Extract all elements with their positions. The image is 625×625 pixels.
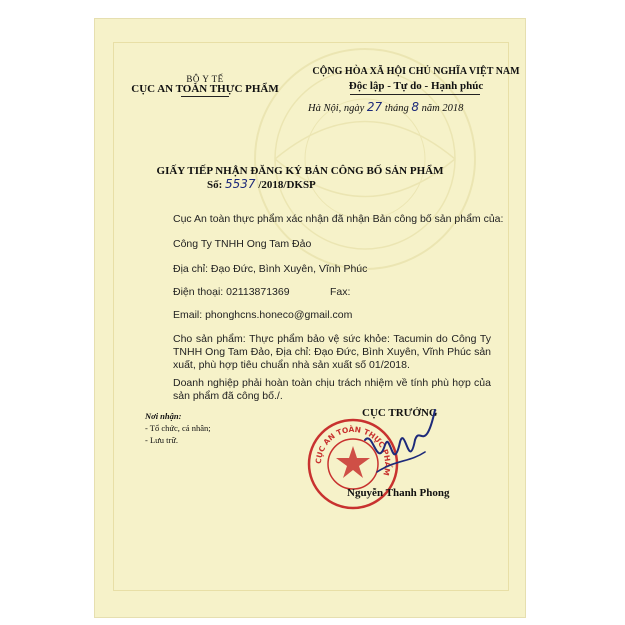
stamp-text: CỤC AN TOÀN THỰC PHẨM (313, 424, 393, 477)
recipient-item: - Tổ chức, cá nhân; (145, 423, 211, 433)
ministry-name: BỘ Y TẾ (186, 74, 224, 84)
company-email: Email: phonghcns.honeco@gmail.com (173, 309, 353, 321)
date-month: 8 (411, 100, 420, 114)
recipients-label: Nơi nhận: (145, 411, 182, 421)
date-place: Hà Nội, ngày (308, 103, 365, 114)
document-number (207, 177, 316, 191)
number-value: 5537 (225, 177, 256, 191)
document-title: GIẤY TIẾP NHẬN ĐĂNG KÝ BẢN CÔNG BỐ SẢN PHẨM (156, 165, 444, 177)
date-month-label: tháng (384, 103, 409, 114)
national-motto: Độc lập - Tự do - Hạnh phúc (348, 80, 484, 92)
company-address: Địa chỉ: Đạo Đức, Bình Xuyên, Vĩnh Phúc (173, 263, 368, 275)
republic-name: CỘNG HÒA XÃ HỘI CHỦ NGHĨA VIỆT NAM (312, 66, 520, 77)
header-right-divider (350, 94, 480, 95)
department-name: CỤC AN TOÀN THỰC PHẨM (131, 83, 279, 95)
signer-title: CỤC TRƯỞNG (362, 407, 438, 419)
header-left-divider (181, 96, 229, 97)
recipient-item: - Lưu trữ. (145, 435, 179, 445)
company-phone: Điện thoại: 02113871369 (173, 286, 290, 298)
signer-name: Nguyễn Thanh Phong (347, 487, 450, 499)
product-statement: Cho sản phẩm: Thực phẩm bảo vệ sức khỏe: Tacumin do Công Ty TNHH Ong Tam Đảo, Địa chỉ: Đạo Đức, Bình Xuyên, Vĩnh Phúc sản xuất, phù hợp tiêu chuẩn nhà sản xuất số 01/2018. (173, 333, 491, 371)
issue-date (308, 100, 463, 114)
signature-icon (355, 400, 445, 490)
company-name: Công Ty TNHH Ong Tam Đảo (173, 238, 312, 250)
responsibility-statement: Doanh nghiệp phải hoàn toàn chịu trách nhiệm về tính phù hợp của sản phẩm đã công bố./. (173, 377, 491, 402)
date-day: 27 (366, 100, 383, 114)
number-suffix: /2018/DKSP (258, 179, 316, 191)
date-year: năm 2018 (421, 103, 464, 114)
company-fax: Fax: (330, 286, 351, 298)
intro-text: Cục An toàn thực phẩm xác nhận đã nhận Bản công bố sản phẩm của: (173, 213, 504, 225)
number-label: Số: (207, 179, 223, 191)
